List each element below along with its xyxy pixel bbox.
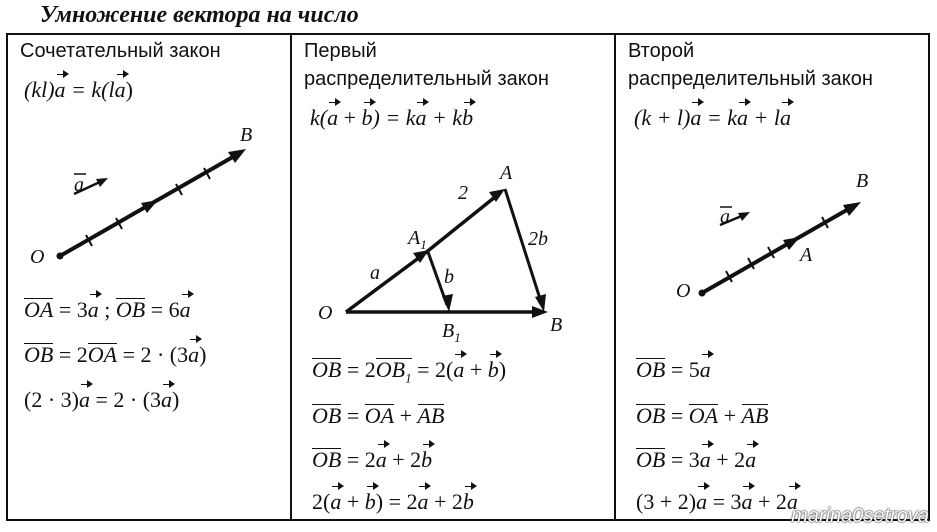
column-second-distributive-law xyxy=(616,35,928,519)
point-b1-label: $B_1$ xyxy=(442,320,461,345)
point-b-label: B xyxy=(240,124,253,146)
associative-diagram xyxy=(8,35,290,285)
column-header: Первый xyxy=(304,40,377,62)
formula-1: OA = 3a ; OB = 6a xyxy=(24,297,191,322)
column-first-distributive-law xyxy=(292,35,616,519)
formula-3: OB = 2a + 2b xyxy=(312,447,433,472)
point-o-label: O xyxy=(318,302,333,324)
formula-4: 2(a + b) = 2a + 2b xyxy=(312,489,474,514)
point-o-label: O xyxy=(30,246,45,268)
law-formula: k(a + b) = ka + kb xyxy=(310,105,474,130)
column-header-line2: распределительный закон xyxy=(628,68,873,90)
law-formula: (k + l)a = ka + la xyxy=(634,105,791,130)
formula-4: (3 + 2)a = 3a + 2a xyxy=(636,489,798,514)
formula-1: OB = $2OB_1 = 2(a + b)$ xyxy=(312,357,506,389)
vector-b-label: b xyxy=(444,266,454,288)
point-a-label: A xyxy=(500,162,513,184)
law-formula: (kl)a = k(la) xyxy=(24,77,133,102)
formula-2: OB = 2OA = 2 · (3a) xyxy=(24,342,207,367)
column-header: Второй xyxy=(628,40,695,62)
formula-3: OB = 3a + 2a xyxy=(636,447,757,472)
parallelogram-diagram xyxy=(292,35,614,355)
vector-a-label: a xyxy=(720,206,730,228)
point-a-label: A xyxy=(800,244,813,266)
column-associative-law xyxy=(8,35,292,519)
two-a-label: 2 xyxy=(458,182,468,204)
sum-diagram xyxy=(616,35,928,335)
page-title: Умножение вектора на число xyxy=(40,2,359,28)
formula-3: (2 · 3)a = 2 · (3a) xyxy=(24,387,180,412)
column-header-line2: распределительный закон xyxy=(304,68,549,90)
formula-1: OB = 5a xyxy=(636,357,711,382)
formula-2: OB = OA + AB xyxy=(636,403,769,428)
laws-table xyxy=(6,33,930,521)
two-b-label: 2b xyxy=(528,228,548,250)
vector-a-label: a xyxy=(74,174,84,196)
point-o-label: O xyxy=(676,280,691,302)
vector-a-label: a xyxy=(370,262,380,284)
point-b-label: B xyxy=(856,170,869,192)
column-header: Сочетательный закон xyxy=(20,40,221,62)
watermark: marina0setrova xyxy=(791,505,929,527)
point-b-label: B xyxy=(550,314,563,336)
point-a1-label: $A_1$ xyxy=(408,227,427,252)
formula-2: OB = OA + AB xyxy=(312,403,445,428)
